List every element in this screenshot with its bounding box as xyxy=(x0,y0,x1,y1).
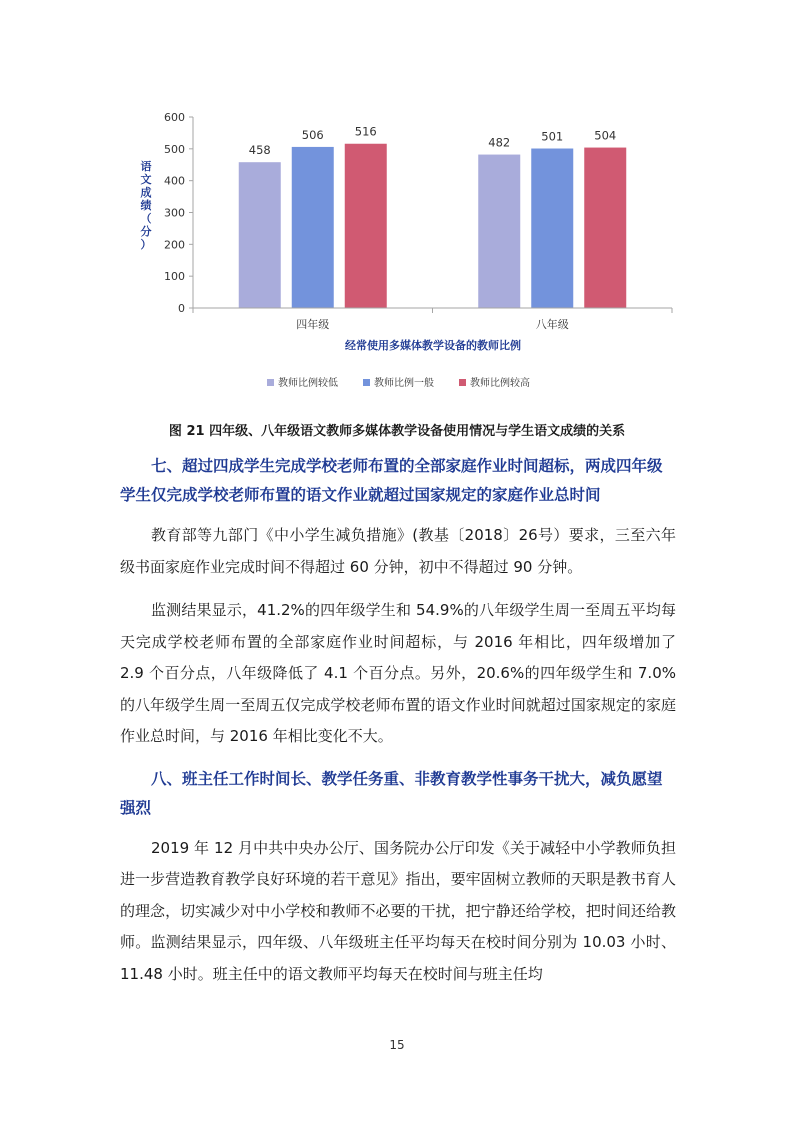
y-axis-label xyxy=(141,159,152,251)
x-axis-title: 经常使用多媒体教学设备的教师比例 xyxy=(345,339,521,352)
legend-swatch xyxy=(459,379,466,386)
paragraph: 教育部等九部门《中小学生减负措施》(教基〔2018〕26号）要求，三至六年级书面家庭作业完成时间不得超过 60 分钟，初中不得超过 90 分钟。 xyxy=(120,526,676,576)
legend-label: 教师比例较高 xyxy=(470,378,530,389)
bar xyxy=(239,162,281,308)
x-tick-label: 四年级 xyxy=(296,318,330,331)
y-tick-label: 500 xyxy=(164,142,185,156)
y-tick-label: 100 xyxy=(164,270,185,284)
bar xyxy=(531,149,573,308)
section-heading: 七、超过四成学生完成学校老师布置的全部家庭作业时间超标，两成四年级学生仅完成学校老师布置的语文作业就超过国家规定的家庭作业总时间 xyxy=(120,457,663,504)
paragraph: 监测结果显示，41.2%的四年级学生和 54.9%的八年级学生周一至周五平均每天完成学校老师布置的全部家庭作业时间超标，与 2016 年相比，四年级增加了 2.9 个百分点，八年级降低了 4.1 个百分点。另外，20.6%的四年级学生和 7.0%的八年级学生周一至周五仅完成学校老师布置的语文作业时间就超过国家规定的家庭作业总时间，与 2016 年相比变化不大。 xyxy=(120,601,676,745)
legend-swatch xyxy=(363,379,370,386)
legend-label: 教师比例较低 xyxy=(278,378,338,389)
chart-legend xyxy=(267,376,530,389)
y-axis-label-char: 绩 xyxy=(140,199,152,212)
bar xyxy=(478,155,520,308)
y-axis-label-char: ） xyxy=(140,238,152,251)
bar-value-label: 482 xyxy=(488,135,511,150)
legend-swatch xyxy=(267,379,274,386)
body-content xyxy=(120,452,676,1002)
bar-value-label: 504 xyxy=(594,128,617,143)
y-tick-label: 200 xyxy=(164,238,185,252)
y-tick-label: 0 xyxy=(178,302,185,315)
y-axis-label-char: 分 xyxy=(140,225,152,238)
section-8 xyxy=(120,765,676,991)
bar xyxy=(345,144,387,308)
y-tick-label: 300 xyxy=(164,206,185,220)
y-axis-label-char: （ xyxy=(140,212,152,225)
bar-value-label: 501 xyxy=(541,129,564,144)
y-tick-label: 400 xyxy=(164,174,185,188)
page-number: 15 xyxy=(389,1038,405,1052)
bar-value-label: 516 xyxy=(354,124,377,139)
y-axis-label-char: 语 xyxy=(140,160,152,173)
section-7 xyxy=(120,452,676,753)
y-axis xyxy=(164,111,193,315)
section-heading: 八、班主任工作时间长、教学任务重、非教育教学性事务干扰大，减负愿望强烈 xyxy=(120,769,663,817)
bars xyxy=(239,125,627,308)
y-tick-label: 600 xyxy=(164,111,185,124)
bar xyxy=(292,147,334,308)
bar xyxy=(584,148,626,308)
y-axis-label-char: 文 xyxy=(140,173,152,186)
figure-caption: 图 21 四年级、八年级语文教师多媒体教学设备使用情况与学生语文成绩的关系 xyxy=(168,424,626,439)
x-tick-label: 八年级 xyxy=(535,318,569,331)
legend-label: 教师比例一般 xyxy=(374,378,434,389)
paragraph: 2019 年 12 月中共中央办公厅、国务院办公厅印发《关于减轻中小学教师负担进一步营造教育教学良好环境的若干意见》指出，要牢固树立教师的天职是教书育人的理念，切实减少对中小学校和教师不必要的干扰，把宁静还给学校，把时间还给教师。监测结果显示，四年级、八年级班主任平均每天在校时间分别为 10.03 小时、11.48 小时。班主任中的语文教师平均每天在校时间与班主任均 xyxy=(120,838,676,983)
bar-value-label: 506 xyxy=(301,127,324,142)
x-axis xyxy=(193,308,672,331)
bar-value-label: 458 xyxy=(248,143,271,158)
bar-chart xyxy=(0,100,794,400)
y-axis-label-char: 成 xyxy=(140,186,152,199)
